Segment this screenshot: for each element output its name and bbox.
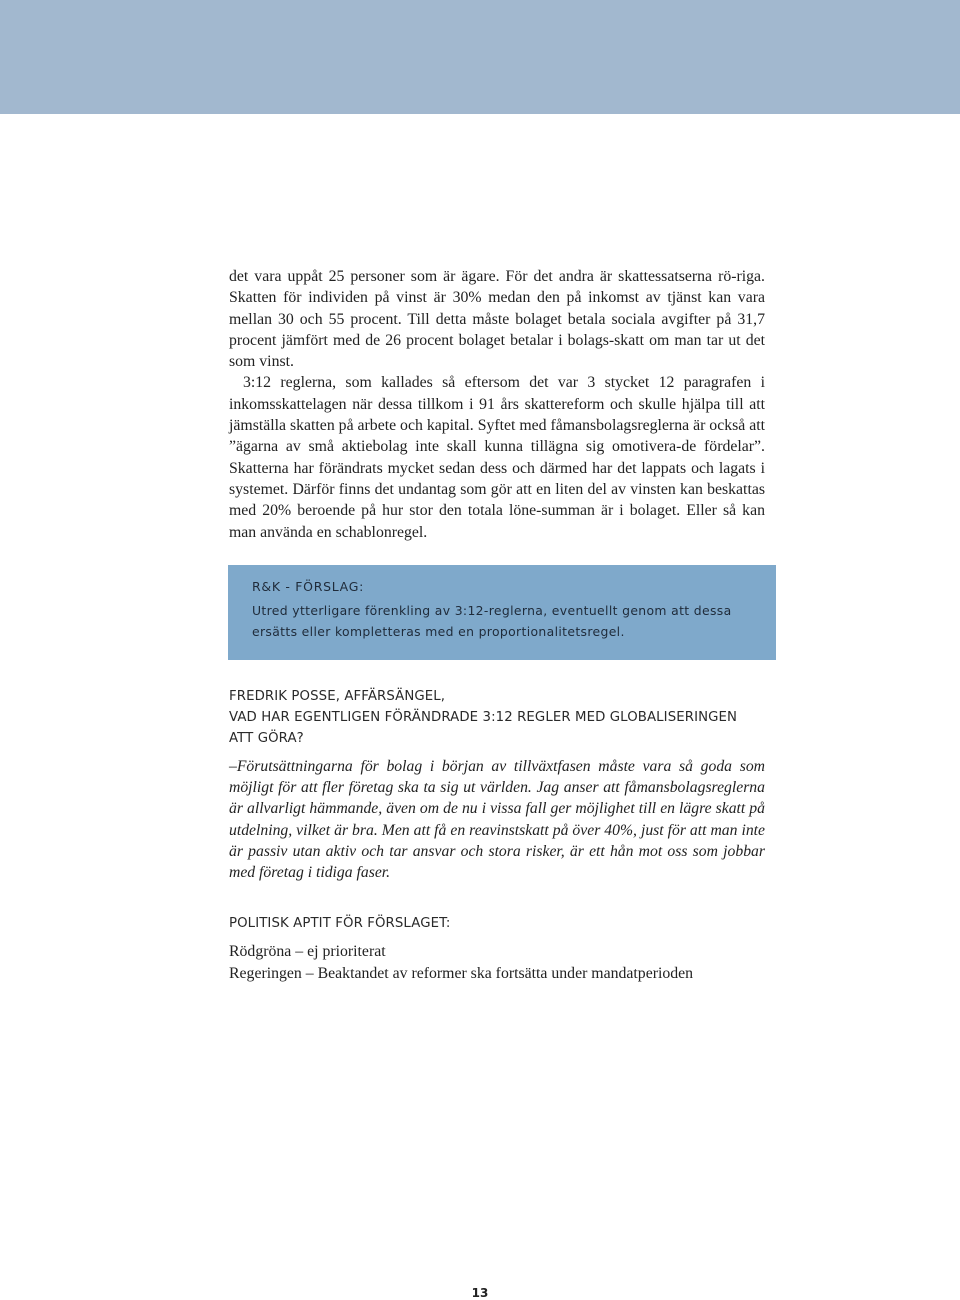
page-number: 13 xyxy=(471,1286,489,1300)
interview-section xyxy=(229,686,765,884)
page-content xyxy=(229,266,765,985)
interview-answer: –Förutsättningarna för bolag i början av tillväxtfasen måste vara så goda som möjligt för att fler företag ska ta sig ut världen. Jag anser att fåmansbolagsreglerna är allvarligt hämmande, även om de nu i vissa fall ger möjlighet till en lägre skatt på utdelning, vilket är bra. Men att få en reavinstskatt på över 40%, just för att man inte är passiv utan aktiv och tar ansvar och stora risker, är ett hån mot oss som jobbar med företag i tidiga faser. xyxy=(229,757,765,882)
header-color-band xyxy=(0,0,960,114)
callout-title: R&K - FÖRSLAG: xyxy=(252,578,365,594)
politics-list xyxy=(229,941,765,985)
political-appetite-section xyxy=(229,913,765,985)
callout-text: Utred ytterligare förenkling av 3:12-reglerna, eventuellt genom att dessa ersätts eller kompletteras med en proportionalitetsregel. xyxy=(252,602,732,639)
interview-question: VAD HAR EGENTLIGEN FÖRÄNDRADE 3:12 REGLER MED GLOBALISERINGEN ATT GÖRA? xyxy=(229,709,738,746)
proposal-callout-box xyxy=(228,565,776,660)
politics-heading: POLITISK APTIT FÖR FÖRSLAGET: xyxy=(229,915,451,931)
politics-line-redgreen: Rödgröna – ej prioriterat xyxy=(229,942,386,960)
body-paragraph-1: det vara uppåt 25 personer som är ägare. För det andra är skattessatserna rö-riga. Skatten för individen på vinst är 30% medan den på inkomst av tjänst kan vara mellan 30 och 55 procent. Till detta måste bolaget betala sociala avgifter på 31,7 procent jämfört med de 26 procent bolaget betalar i bolags-skatt om man tar ut det som vinst. xyxy=(229,268,765,371)
body-paragraph-2: 3:12 reglerna, som kallades så eftersom det var 3 stycket 12 paragrafen i inkomsskattelagen när dessa tillkom i 91 års skattereform och skulle hjälpa till att jämställa skatten på arbete och kapital. Syftet med fåmansbolagsreglerna är också att ”ägarna av små aktiebolag inte skall kunna tillägna sig omotivera-de fördelar”. Skatterna har förändrats mycket sedan dess och därmed har det lappats och lagats i systemet. Därför finns det undantag som gör att en liten del av vinsten kan beskattas med 20% beroende på hur stor den totala löne-summan är i bolaget. Eller så kan man använda en schablonregel. xyxy=(229,374,766,541)
politics-line-government: Regeringen – Beaktandet av reformer ska fortsätta under mandatperioden xyxy=(229,964,694,982)
interview-speaker: FREDRIK POSSE, AFFÄRSÄNGEL, xyxy=(229,688,446,704)
